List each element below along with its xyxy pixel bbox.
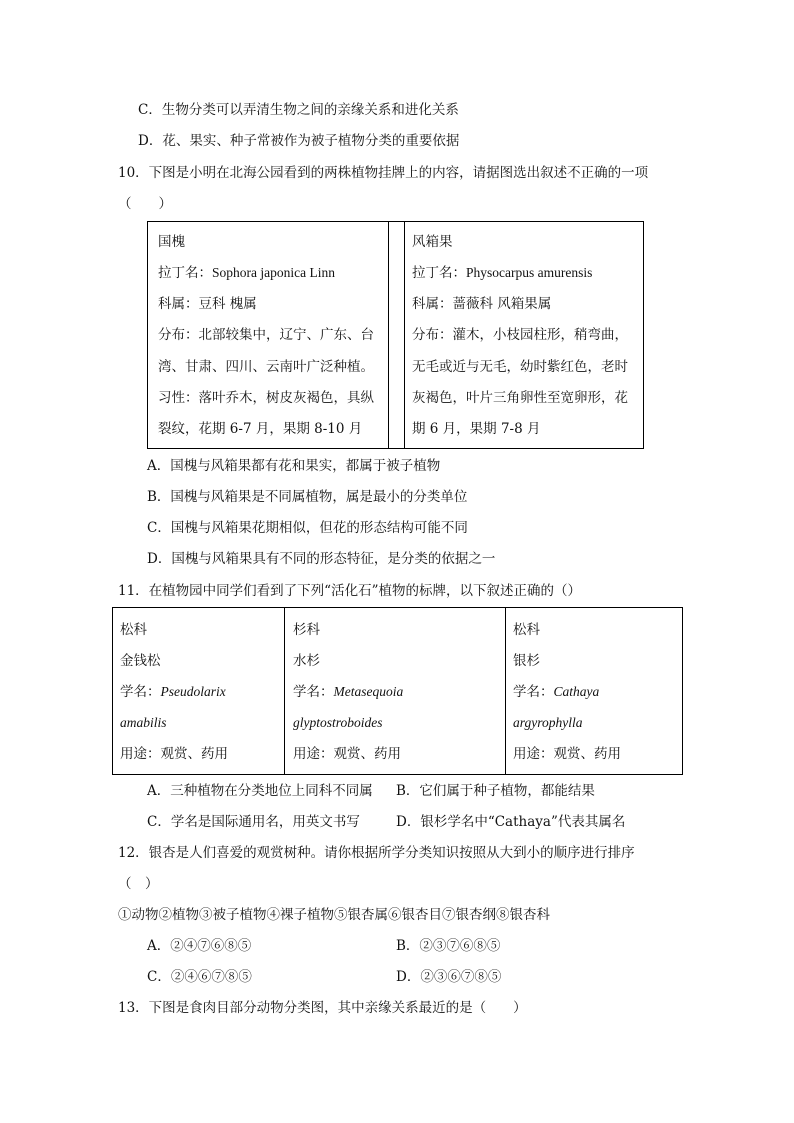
- card-distribution: 无毛或近与无毛，幼时紫红色，老时: [412, 359, 628, 375]
- card-habit: 裂纹，花期 6-7 月，果期 8-10 月: [158, 421, 363, 437]
- sign-jinqiansong: [113, 608, 284, 774]
- q10-option-a: A．国槐与风箱果都有花和果实，都属于被子植物: [147, 458, 441, 474]
- q12-paren: （ ）: [118, 876, 159, 892]
- q11-option-b: B．它们属于种子植物，都能结果: [396, 783, 595, 799]
- sign-name: 银杉: [513, 653, 540, 669]
- sign-family: 杉科: [293, 622, 320, 638]
- sign-sci-row: [293, 683, 403, 701]
- sci-name: Cathaya: [553, 684, 600, 699]
- card-distribution: 灰褐色，叶片三角卵性至宽卵形，花: [412, 390, 628, 406]
- card-name: 国槐: [158, 234, 185, 250]
- sci-label: 学名：: [293, 684, 334, 700]
- card-name: 风箱果: [412, 234, 453, 250]
- q12-items: ①动物②植物③被子植物④裸子植物⑤银杏属⑥银杏目⑦银杏纲⑧银杏科: [118, 907, 550, 923]
- card-fengxiangguo: [404, 221, 644, 449]
- q12-option-b: B．②③⑦⑥⑧⑤: [396, 938, 501, 954]
- sci-name: Pseudolarix: [160, 684, 226, 699]
- q12-stem: 12．银杏是人们喜爱的观赏树种。请你根据所学分类知识按照从大到小的顺序进行排序: [118, 845, 635, 861]
- q12-option-a: A．②④⑦⑥⑧⑤: [147, 938, 252, 954]
- q10-plant-card-table: [147, 221, 644, 449]
- card-distribution: 分布：北部较集中，辽宁、广东、台: [158, 327, 374, 343]
- sci-label: 学名：: [513, 684, 554, 700]
- q10-option-c: C．国槐与风箱果花期相似，但花的形态结构可能不同: [147, 520, 468, 536]
- sign-family: 松科: [513, 622, 540, 638]
- q12-option-c: C．②④⑥⑦⑧⑤: [147, 969, 252, 985]
- latin-label: 拉丁名：: [158, 265, 212, 281]
- sign-yinshan: [506, 608, 682, 774]
- card-family: 科属：豆科 槐属: [158, 296, 257, 312]
- card-distribution: 湾、甘肃、四川、云南叶广泛种植。: [158, 359, 374, 375]
- latin-label: 拉丁名：: [412, 265, 466, 281]
- latin-name: Sophora japonica Linn: [212, 265, 335, 280]
- sign-use: 用途：观赏、药用: [120, 746, 228, 762]
- sign-name: 金钱松: [120, 653, 161, 669]
- q13-stem: 13．下图是食肉目部分动物分类图，其中亲缘关系最近的是（ ）: [118, 1000, 527, 1016]
- q11-stem: 11．在植物园中同学们看到了下列“活化石”植物的标牌，以下叙述正确的（）: [118, 583, 581, 599]
- card-habit: 习性：落叶乔木，树皮灰褐色，具纵: [158, 390, 374, 406]
- q10-option-d: D．国槐与风箱果具有不同的形态特征，是分类的依据之一: [147, 551, 496, 567]
- sign-use: 用途：观赏、药用: [293, 746, 401, 762]
- sign-use: 用途：观赏、药用: [513, 746, 621, 762]
- card-latin-row: [412, 264, 592, 282]
- sign-sci-row: [120, 683, 226, 701]
- sign-sci-row: [513, 683, 599, 701]
- sci-name-cont: argyrophylla: [513, 715, 583, 730]
- card-distribution: 分布：灌木，小枝园柱形，稍弯曲，: [412, 327, 628, 343]
- q11-plant-sign-table: [112, 607, 683, 775]
- q10-option-b: B．国槐与风箱果是不同属植物，属是最小的分类单位: [147, 489, 468, 505]
- sci-name-cont: amabilis: [120, 715, 167, 730]
- q12-option-d: D．②③⑥⑦⑧⑤: [396, 969, 502, 985]
- sign-family: 松科: [120, 622, 147, 638]
- q9-option-c: C．生物分类可以弄清生物之间的亲缘关系和进化关系: [138, 102, 459, 118]
- card-distribution: 期 6 月，果期 7-8 月: [412, 421, 541, 437]
- sign-shuishan: [285, 608, 505, 774]
- card-guohuai: [147, 221, 389, 449]
- sci-name: Metasequoia: [333, 684, 404, 699]
- card-latin-row: [158, 264, 335, 282]
- q11-option-c: C．学名是国际通用名，用英文书写: [147, 814, 360, 830]
- q11-option-d: D．银杉学名中“Cathaya”代表其属名: [396, 814, 626, 830]
- sci-name-cont: glyptostroboides: [293, 715, 383, 730]
- card-family: 科属：蔷薇科 风箱果属: [412, 296, 552, 312]
- q9-option-d: D．花、果实、种子常被作为被子植物分类的重要依据: [138, 133, 460, 149]
- q11-option-a: A．三种植物在分类地位上同科不同属: [147, 783, 373, 799]
- q10-paren: （ ）: [118, 196, 172, 212]
- sign-name: 水杉: [293, 653, 320, 669]
- sci-label: 学名：: [120, 684, 161, 700]
- card-divider: [388, 221, 404, 449]
- q10-stem: 10．下图是小明在北海公园看到的两株植物挂牌上的内容，请据图选出叙述不正确的一项: [118, 165, 649, 181]
- latin-name: Physocarpus amurensis: [466, 265, 593, 280]
